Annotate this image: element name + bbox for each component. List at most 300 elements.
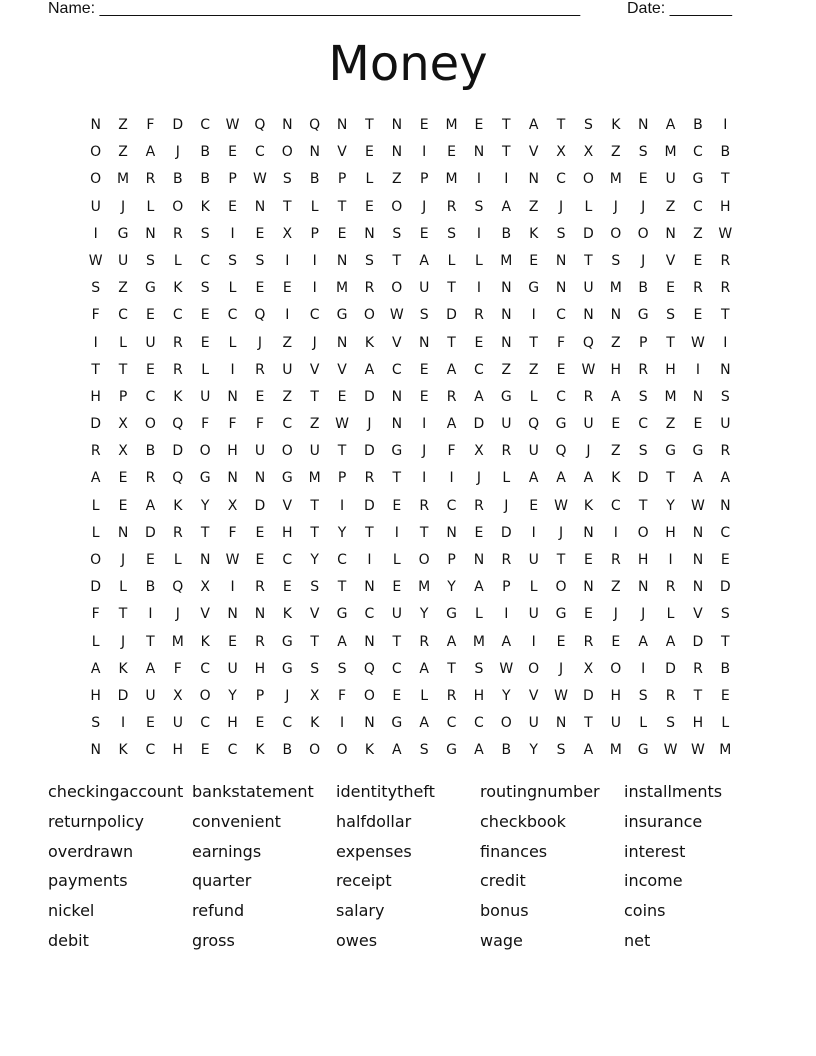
grid-letter[interactable]: I bbox=[476, 280, 481, 297]
grid-letter[interactable]: L bbox=[201, 361, 210, 378]
grid-letter[interactable]: I bbox=[285, 252, 290, 269]
grid-letter[interactable]: T bbox=[721, 307, 730, 324]
grid-letter[interactable]: N bbox=[637, 579, 649, 596]
grid-letter[interactable]: A bbox=[474, 579, 484, 596]
grid-letter[interactable]: D bbox=[145, 524, 156, 541]
grid-letter[interactable]: T bbox=[447, 334, 456, 351]
grid-letter[interactable]: W bbox=[554, 687, 568, 704]
grid-letter[interactable]: P bbox=[255, 687, 265, 704]
grid-letter[interactable]: E bbox=[255, 524, 265, 541]
grid-letter[interactable]: U bbox=[720, 416, 731, 433]
grid-letter[interactable]: F bbox=[228, 416, 237, 433]
grid-letter[interactable]: S bbox=[255, 252, 265, 269]
grid-letter[interactable]: U bbox=[117, 252, 129, 269]
grid-letter[interactable]: G bbox=[665, 443, 676, 460]
grid-letter[interactable]: J bbox=[257, 334, 262, 351]
grid-letter[interactable]: R bbox=[172, 524, 183, 541]
grid-letter[interactable]: S bbox=[556, 742, 566, 759]
grid-letter[interactable]: R bbox=[720, 252, 731, 269]
grid-letter[interactable]: D bbox=[172, 443, 184, 460]
grid-letter[interactable]: E bbox=[255, 552, 265, 568]
grid-letter[interactable]: E bbox=[392, 579, 402, 596]
grid-letter[interactable]: S bbox=[474, 198, 484, 215]
grid-letter[interactable]: V bbox=[337, 361, 347, 378]
grid-letter[interactable]: S bbox=[200, 280, 210, 297]
grid-letter[interactable]: E bbox=[282, 280, 292, 297]
grid-letter[interactable]: R bbox=[501, 552, 512, 568]
grid-letter[interactable]: N bbox=[391, 388, 403, 405]
grid-letter[interactable]: O bbox=[528, 660, 540, 677]
grid-letter[interactable]: Q bbox=[582, 334, 594, 351]
grid-letter[interactable]: O bbox=[199, 443, 211, 460]
grid-letter[interactable]: T bbox=[721, 171, 730, 188]
grid-letter[interactable]: T bbox=[310, 633, 319, 650]
grid-letter[interactable]: R bbox=[172, 225, 183, 242]
grid-letter[interactable]: D bbox=[364, 497, 375, 514]
grid-letter[interactable]: F bbox=[91, 307, 100, 324]
grid-letter[interactable]: Z bbox=[282, 388, 293, 405]
grid-letter[interactable]: N bbox=[117, 524, 129, 541]
grid-letter[interactable]: A bbox=[720, 470, 731, 487]
grid-letter[interactable]: J bbox=[120, 633, 126, 650]
grid-letter[interactable]: E bbox=[228, 633, 237, 650]
grid-letter[interactable]: S bbox=[91, 280, 101, 297]
grid-letter[interactable]: I bbox=[668, 552, 673, 568]
grid-letter[interactable]: N bbox=[555, 715, 567, 732]
grid-letter[interactable]: N bbox=[583, 524, 594, 541]
grid-letter[interactable]: E bbox=[447, 144, 456, 161]
grid-letter[interactable]: A bbox=[337, 633, 347, 650]
grid-letter[interactable]: C bbox=[693, 198, 703, 215]
grid-letter[interactable]: K bbox=[118, 742, 128, 759]
grid-letter[interactable]: R bbox=[501, 443, 512, 460]
grid-letter[interactable]: D bbox=[637, 470, 649, 487]
grid-letter[interactable]: S bbox=[91, 715, 101, 732]
grid-letter[interactable]: R bbox=[446, 198, 457, 215]
grid-letter[interactable]: E bbox=[419, 225, 429, 242]
grid-letter[interactable]: H bbox=[637, 552, 649, 568]
grid-letter[interactable]: G bbox=[281, 470, 293, 487]
grid-letter[interactable]: E bbox=[255, 225, 265, 242]
grid-letter[interactable]: I bbox=[504, 606, 509, 623]
grid-letter[interactable]: N bbox=[501, 334, 512, 351]
grid-letter[interactable]: T bbox=[365, 117, 374, 133]
grid-letter[interactable]: I bbox=[339, 497, 345, 514]
grid-letter[interactable]: S bbox=[638, 388, 648, 405]
grid-letter[interactable]: G bbox=[555, 606, 567, 623]
grid-letter[interactable]: P bbox=[337, 470, 347, 487]
grid-letter[interactable]: U bbox=[583, 280, 594, 297]
grid-letter[interactable]: R bbox=[419, 497, 430, 514]
grid-letter[interactable]: L bbox=[173, 252, 182, 269]
grid-letter[interactable]: Q bbox=[254, 117, 266, 133]
grid-letter[interactable]: O bbox=[582, 171, 594, 188]
grid-letter[interactable]: O bbox=[418, 552, 430, 568]
grid-letter[interactable]: S bbox=[556, 225, 566, 242]
grid-letter[interactable]: W bbox=[581, 361, 596, 378]
grid-letter[interactable]: C bbox=[200, 117, 211, 133]
grid-letter[interactable]: R bbox=[364, 280, 375, 297]
grid-letter[interactable]: J bbox=[641, 606, 646, 623]
grid-letter[interactable]: H bbox=[473, 687, 485, 704]
grid-letter[interactable]: J bbox=[586, 443, 591, 460]
grid-letter[interactable]: S bbox=[474, 660, 484, 677]
grid-letter[interactable]: G bbox=[336, 307, 348, 324]
grid-letter[interactable]: C bbox=[391, 660, 402, 677]
grid-letter[interactable]: E bbox=[419, 361, 429, 378]
grid-letter[interactable]: T bbox=[365, 524, 374, 541]
grid-letter[interactable]: C bbox=[556, 171, 566, 188]
grid-letter[interactable]: T bbox=[337, 443, 347, 460]
grid-letter[interactable]: Z bbox=[528, 198, 539, 215]
grid-letter[interactable]: E bbox=[611, 416, 621, 433]
grid-letter[interactable]: N bbox=[199, 552, 211, 568]
grid-letter[interactable]: T bbox=[91, 361, 100, 378]
grid-letter[interactable]: H bbox=[692, 715, 704, 732]
grid-letter[interactable]: R bbox=[446, 388, 457, 405]
grid-letter[interactable]: P bbox=[118, 388, 128, 405]
grid-letter[interactable]: N bbox=[720, 361, 731, 378]
grid-letter[interactable]: G bbox=[391, 715, 403, 732]
grid-letter[interactable]: O bbox=[363, 687, 375, 704]
grid-letter[interactable]: A bbox=[638, 633, 648, 650]
grid-letter[interactable]: K bbox=[200, 633, 210, 650]
grid-letter[interactable]: Y bbox=[228, 687, 237, 704]
grid-letter[interactable]: N bbox=[501, 280, 512, 297]
grid-letter[interactable]: T bbox=[200, 524, 210, 541]
grid-letter[interactable]: Q bbox=[254, 307, 266, 324]
grid-letter[interactable]: O bbox=[199, 687, 211, 704]
grid-letter[interactable]: V bbox=[665, 252, 676, 269]
grid-letter[interactable]: C bbox=[337, 552, 347, 568]
grid-letter[interactable]: N bbox=[528, 171, 539, 188]
grid-letter[interactable]: C bbox=[145, 388, 156, 405]
grid-letter[interactable]: R bbox=[720, 443, 731, 460]
grid-letter[interactable]: N bbox=[555, 280, 567, 297]
grid-letter[interactable]: E bbox=[474, 524, 484, 541]
grid-letter[interactable]: E bbox=[529, 497, 539, 514]
grid-letter[interactable]: N bbox=[720, 497, 731, 514]
grid-letter[interactable]: C bbox=[556, 307, 566, 324]
grid-letter[interactable]: N bbox=[692, 524, 704, 541]
grid-letter[interactable]: S bbox=[666, 307, 675, 324]
grid-letter[interactable]: C bbox=[200, 715, 211, 732]
grid-letter[interactable]: C bbox=[610, 497, 621, 514]
grid-letter[interactable]: P bbox=[447, 552, 456, 568]
grid-letter[interactable]: L bbox=[475, 606, 483, 623]
grid-letter[interactable]: B bbox=[200, 171, 210, 188]
grid-letter[interactable]: R bbox=[693, 660, 703, 677]
grid-letter[interactable]: H bbox=[610, 687, 622, 704]
grid-letter[interactable]: B bbox=[501, 225, 512, 242]
grid-letter[interactable]: G bbox=[145, 280, 156, 297]
grid-letter[interactable]: T bbox=[584, 252, 593, 269]
grid-letter[interactable]: E bbox=[200, 334, 210, 351]
grid-letter[interactable]: L bbox=[91, 633, 100, 650]
grid-letter[interactable]: X bbox=[309, 687, 320, 704]
grid-letter[interactable]: A bbox=[392, 742, 402, 759]
grid-letter[interactable]: I bbox=[422, 416, 427, 433]
grid-letter[interactable]: U bbox=[90, 198, 101, 215]
grid-letter[interactable]: S bbox=[228, 252, 237, 269]
grid-letter[interactable]: O bbox=[90, 144, 102, 161]
grid-letter[interactable]: E bbox=[693, 307, 703, 324]
grid-letter[interactable]: B bbox=[145, 443, 156, 460]
grid-letter[interactable]: N bbox=[637, 117, 649, 133]
grid-letter[interactable]: F bbox=[557, 334, 566, 351]
grid-letter[interactable]: L bbox=[666, 606, 675, 623]
grid-letter[interactable]: Z bbox=[309, 416, 320, 433]
grid-letter[interactable]: R bbox=[693, 280, 703, 297]
grid-letter[interactable]: O bbox=[281, 144, 293, 161]
grid-letter[interactable]: M bbox=[418, 579, 431, 596]
grid-letter[interactable]: O bbox=[90, 171, 102, 188]
grid-letter[interactable]: S bbox=[200, 225, 210, 242]
grid-letter[interactable]: C bbox=[282, 416, 293, 433]
grid-letter[interactable]: R bbox=[720, 280, 731, 297]
grid-letter[interactable]: T bbox=[337, 579, 347, 596]
grid-letter[interactable]: W bbox=[718, 225, 733, 242]
grid-letter[interactable]: Z bbox=[611, 579, 621, 596]
grid-letter[interactable]: E bbox=[419, 388, 429, 405]
grid-letter[interactable]: J bbox=[175, 144, 180, 161]
grid-letter[interactable]: E bbox=[337, 225, 347, 242]
grid-letter[interactable]: J bbox=[613, 606, 618, 623]
grid-letter[interactable]: O bbox=[555, 579, 567, 596]
grid-letter[interactable]: Q bbox=[309, 117, 321, 133]
grid-letter[interactable]: K bbox=[364, 334, 375, 351]
grid-letter[interactable]: T bbox=[310, 497, 319, 514]
grid-letter[interactable]: H bbox=[610, 361, 622, 378]
grid-letter[interactable]: W bbox=[663, 742, 678, 759]
grid-letter[interactable]: O bbox=[391, 198, 403, 215]
grid-letter[interactable]: H bbox=[720, 198, 731, 215]
grid-letter[interactable]: K bbox=[583, 497, 594, 514]
grid-letter[interactable]: G bbox=[528, 280, 540, 297]
grid-letter[interactable]: P bbox=[337, 171, 347, 188]
grid-letter[interactable]: I bbox=[531, 524, 536, 541]
grid-letter[interactable]: X bbox=[583, 144, 594, 161]
grid-letter[interactable]: A bbox=[446, 361, 457, 378]
grid-letter[interactable]: J bbox=[558, 660, 564, 677]
grid-letter[interactable]: U bbox=[172, 715, 183, 732]
grid-letter[interactable]: D bbox=[446, 307, 457, 324]
date-field-label[interactable]: Date: _______ bbox=[627, 0, 732, 17]
grid-letter[interactable]: O bbox=[172, 198, 184, 215]
grid-letter[interactable]: A bbox=[528, 470, 539, 487]
grid-letter[interactable]: I bbox=[531, 307, 536, 324]
grid-letter[interactable]: T bbox=[118, 361, 128, 378]
grid-letter[interactable]: T bbox=[529, 334, 538, 351]
grid-letter[interactable]: Q bbox=[528, 416, 540, 433]
grid-letter[interactable]: D bbox=[90, 579, 102, 596]
grid-letter[interactable]: C bbox=[200, 660, 211, 677]
grid-letter[interactable]: I bbox=[148, 606, 153, 623]
grid-letter[interactable]: I bbox=[476, 171, 481, 188]
grid-letter[interactable]: T bbox=[502, 117, 511, 133]
grid-letter[interactable]: T bbox=[392, 633, 402, 650]
grid-letter[interactable]: X bbox=[173, 687, 183, 704]
grid-letter[interactable]: I bbox=[422, 144, 427, 161]
grid-letter[interactable]: I bbox=[93, 225, 98, 242]
grid-letter[interactable]: R bbox=[665, 579, 676, 596]
grid-letter[interactable]: L bbox=[173, 552, 182, 568]
grid-letter[interactable]: N bbox=[583, 579, 594, 596]
grid-letter[interactable]: T bbox=[392, 470, 402, 487]
grid-letter[interactable]: O bbox=[336, 742, 348, 759]
grid-letter[interactable]: X bbox=[583, 660, 594, 677]
grid-letter[interactable]: K bbox=[173, 388, 183, 405]
grid-letter[interactable]: S bbox=[310, 579, 320, 596]
grid-letter[interactable]: L bbox=[91, 497, 100, 514]
grid-letter[interactable]: S bbox=[638, 687, 648, 704]
grid-letter[interactable]: K bbox=[200, 198, 210, 215]
grid-letter[interactable]: Y bbox=[310, 552, 319, 568]
grid-letter[interactable]: L bbox=[502, 470, 511, 487]
grid-letter[interactable]: Q bbox=[172, 416, 184, 433]
grid-letter[interactable]: B bbox=[145, 579, 156, 596]
grid-letter[interactable]: I bbox=[230, 579, 235, 596]
grid-letter[interactable]: A bbox=[501, 198, 512, 215]
grid-letter[interactable]: Z bbox=[611, 443, 621, 460]
grid-letter[interactable]: E bbox=[146, 361, 155, 378]
grid-letter[interactable]: N bbox=[391, 117, 403, 133]
grid-letter[interactable]: X bbox=[556, 144, 566, 161]
grid-letter[interactable]: W bbox=[499, 660, 514, 677]
grid-letter[interactable]: W bbox=[88, 252, 103, 269]
grid-letter[interactable]: H bbox=[254, 660, 266, 677]
grid-letter[interactable]: T bbox=[666, 334, 675, 351]
grid-letter[interactable]: N bbox=[364, 225, 375, 242]
grid-letter[interactable]: W bbox=[691, 334, 705, 351]
grid-letter[interactable]: L bbox=[365, 171, 374, 188]
grid-letter[interactable]: L bbox=[119, 334, 127, 351]
grid-letter[interactable]: C bbox=[118, 307, 128, 324]
grid-letter[interactable]: K bbox=[173, 280, 183, 297]
grid-letter[interactable]: M bbox=[472, 633, 485, 650]
grid-letter[interactable]: F bbox=[447, 443, 456, 460]
grid-letter[interactable]: E bbox=[611, 633, 621, 650]
grid-letter[interactable]: C bbox=[446, 715, 457, 732]
grid-letter[interactable]: T bbox=[638, 497, 648, 514]
grid-letter[interactable]: V bbox=[200, 606, 210, 623]
grid-letter[interactable]: C bbox=[720, 524, 731, 541]
grid-letter[interactable]: W bbox=[691, 742, 705, 759]
grid-letter[interactable]: G bbox=[199, 470, 211, 487]
grid-letter[interactable]: C bbox=[309, 307, 320, 324]
grid-letter[interactable]: O bbox=[610, 225, 622, 242]
grid-letter[interactable]: D bbox=[665, 660, 676, 677]
grid-letter[interactable]: G bbox=[692, 171, 704, 188]
grid-letter[interactable]: N bbox=[473, 552, 485, 568]
grid-letter[interactable]: H bbox=[665, 524, 676, 541]
grid-letter[interactable]: C bbox=[227, 307, 238, 324]
grid-letter[interactable]: K bbox=[611, 117, 621, 133]
grid-letter[interactable]: N bbox=[336, 252, 348, 269]
grid-letter[interactable]: K bbox=[310, 715, 320, 732]
grid-letter[interactable]: V bbox=[309, 361, 320, 378]
grid-letter[interactable]: N bbox=[227, 606, 238, 623]
grid-letter[interactable]: M bbox=[445, 171, 458, 188]
grid-letter[interactable]: E bbox=[228, 198, 237, 215]
grid-letter[interactable]: N bbox=[364, 715, 375, 732]
grid-letter[interactable]: R bbox=[610, 552, 621, 568]
grid-letter[interactable]: M bbox=[664, 388, 677, 405]
grid-letter[interactable]: R bbox=[583, 633, 594, 650]
grid-letter[interactable]: N bbox=[473, 144, 485, 161]
grid-letter[interactable]: S bbox=[720, 388, 730, 405]
grid-letter[interactable]: G bbox=[555, 416, 567, 433]
grid-letter[interactable]: E bbox=[255, 388, 265, 405]
grid-letter[interactable]: A bbox=[145, 660, 156, 677]
grid-letter[interactable]: G bbox=[446, 606, 457, 623]
grid-letter[interactable]: N bbox=[145, 225, 156, 242]
grid-letter[interactable]: S bbox=[145, 252, 155, 269]
grid-letter[interactable]: S bbox=[392, 225, 402, 242]
grid-letter[interactable]: E bbox=[255, 280, 265, 297]
grid-letter[interactable]: M bbox=[117, 171, 130, 188]
grid-letter[interactable]: E bbox=[419, 117, 429, 133]
grid-letter[interactable]: S bbox=[611, 252, 621, 269]
grid-letter[interactable]: K bbox=[118, 660, 128, 677]
grid-letter[interactable]: U bbox=[227, 660, 238, 677]
grid-letter[interactable]: C bbox=[638, 416, 649, 433]
grid-letter[interactable]: F bbox=[255, 416, 264, 433]
grid-letter[interactable]: T bbox=[502, 144, 511, 161]
grid-letter[interactable]: U bbox=[665, 171, 676, 188]
grid-letter[interactable]: Y bbox=[447, 579, 456, 596]
grid-letter[interactable]: N bbox=[583, 307, 594, 324]
grid-letter[interactable]: P bbox=[419, 171, 429, 188]
grid-letter[interactable]: W bbox=[389, 307, 404, 324]
grid-letter[interactable]: T bbox=[118, 606, 128, 623]
grid-letter[interactable]: N bbox=[692, 552, 704, 568]
grid-letter[interactable]: M bbox=[336, 280, 349, 297]
grid-letter[interactable]: R bbox=[474, 307, 484, 324]
grid-letter[interactable]: N bbox=[501, 307, 512, 324]
grid-letter[interactable]: M bbox=[609, 280, 622, 297]
grid-letter[interactable]: E bbox=[146, 307, 155, 324]
grid-letter[interactable]: N bbox=[692, 388, 704, 405]
grid-letter[interactable]: G bbox=[281, 633, 293, 650]
grid-letter[interactable]: N bbox=[391, 416, 403, 433]
grid-letter[interactable]: N bbox=[418, 334, 430, 351]
grid-letter[interactable]: G bbox=[336, 606, 348, 623]
grid-letter[interactable]: E bbox=[200, 742, 210, 759]
grid-letter[interactable]: Q bbox=[172, 470, 184, 487]
grid-letter[interactable]: G bbox=[281, 660, 293, 677]
grid-letter[interactable]: J bbox=[476, 470, 481, 487]
grid-letter[interactable]: J bbox=[120, 198, 126, 215]
grid-letter[interactable]: B bbox=[282, 742, 293, 759]
grid-letter[interactable]: N bbox=[391, 144, 403, 161]
grid-letter[interactable]: N bbox=[692, 579, 704, 596]
grid-letter[interactable]: A bbox=[501, 633, 512, 650]
grid-letter[interactable]: T bbox=[666, 470, 675, 487]
grid-letter[interactable]: G bbox=[692, 443, 704, 460]
grid-letter[interactable]: K bbox=[255, 742, 265, 759]
grid-letter[interactable]: A bbox=[446, 633, 457, 650]
grid-letter[interactable]: I bbox=[422, 470, 427, 487]
grid-letter[interactable]: T bbox=[310, 388, 319, 405]
grid-letter[interactable]: V bbox=[309, 606, 320, 623]
grid-letter[interactable]: J bbox=[285, 687, 290, 704]
grid-letter[interactable]: A bbox=[583, 470, 594, 487]
grid-letter[interactable]: O bbox=[637, 524, 649, 541]
grid-letter[interactable]: S bbox=[720, 606, 730, 623]
grid-letter[interactable]: J bbox=[504, 497, 509, 514]
grid-letter[interactable]: W bbox=[691, 497, 705, 514]
